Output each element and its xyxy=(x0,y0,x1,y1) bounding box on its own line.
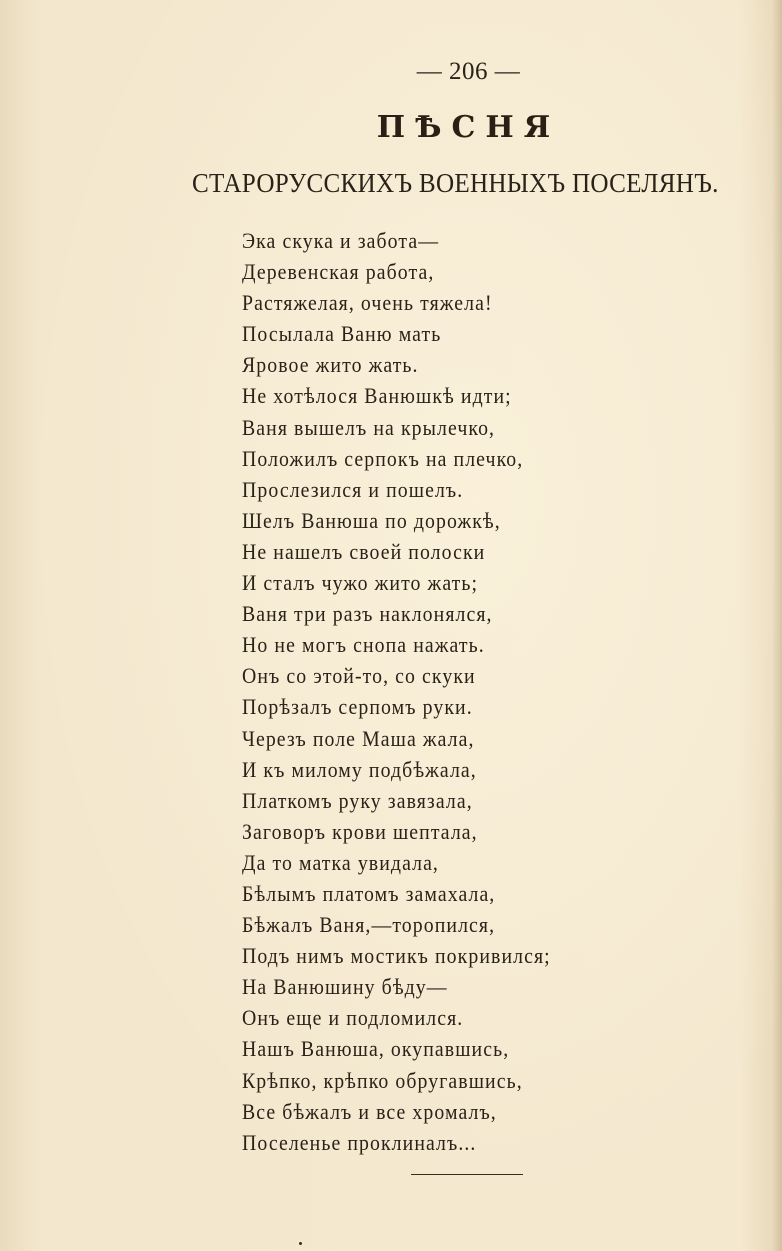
poem-line: Посылала Ваню мать xyxy=(242,321,442,347)
poem-line: Бѣжалъ Ваня,—торопился, xyxy=(242,912,496,938)
poem-line: Не нашелъ своей полоски xyxy=(242,538,486,564)
poem-line: Но не могъ снопа нажать. xyxy=(242,632,485,658)
poem-line: Онъ еще и подломился. xyxy=(242,1005,464,1031)
poem-line: Заговоръ крови шептала, xyxy=(242,818,478,844)
poem-line: Черезъ поле Маша жала, xyxy=(242,725,475,751)
poem-line: Все бѣжалъ и все хромалъ, xyxy=(242,1098,497,1124)
poem-line: Ваня три разъ наклонялся, xyxy=(242,601,493,627)
poem-line: Не хотѣлося Ванюшкѣ идти; xyxy=(242,383,512,409)
poem-line: И къ милому подбѣжала, xyxy=(242,756,477,782)
poem-line: И сталъ чужо жито жать; xyxy=(242,570,479,596)
song-title: ПѢСНЯ xyxy=(376,110,561,145)
poem-line: Эка скука и забота— xyxy=(242,228,440,253)
poem-line: Онъ со этой-то, со скуки xyxy=(242,663,476,689)
poem-line: Шелъ Ванюша по дорожкѣ, xyxy=(242,507,501,533)
poem-line: Ваня вышелъ на крылечко, xyxy=(242,414,496,440)
poem-body xyxy=(242,225,585,1158)
poem-line: На Ванюшину бѣду— xyxy=(242,974,448,1000)
poem-line: Да то матка увидала, xyxy=(242,849,439,875)
page-edge-shadow xyxy=(772,0,782,1251)
poem-line: Платкомъ руку завязала, xyxy=(242,787,473,813)
page-number: — 206 — xyxy=(416,58,521,85)
print-speck xyxy=(299,1242,302,1245)
poem-line: Яровое жито жать. xyxy=(242,352,419,378)
poem-line: Поселенье проклиналъ... xyxy=(242,1129,477,1155)
poem-line: Растяжелая, очень тяжела! xyxy=(242,290,493,316)
poem-line: Нашъ Ванюша, окупавшись, xyxy=(242,1036,510,1062)
closing-rule xyxy=(411,1174,523,1175)
poem-line: Деревенская работа, xyxy=(242,259,435,285)
song-subtitle: СТАРОРУССКИХЪ ВОЕННЫХЪ ПОСЕЛЯНЪ. xyxy=(192,168,719,198)
poem-line: Прослезился и пошелъ. xyxy=(242,476,464,502)
poem-line: Бѣлымъ платомъ замахала, xyxy=(242,880,496,906)
poem-line: Положилъ серпокъ на плечко, xyxy=(242,445,524,471)
poem-line: Порѣзалъ серпомъ руки. xyxy=(242,694,473,720)
poem-line: Крѣпко, крѣпко обругавшись, xyxy=(242,1067,523,1093)
poem-line: Подъ нимъ мостикъ покривился; xyxy=(242,943,551,969)
